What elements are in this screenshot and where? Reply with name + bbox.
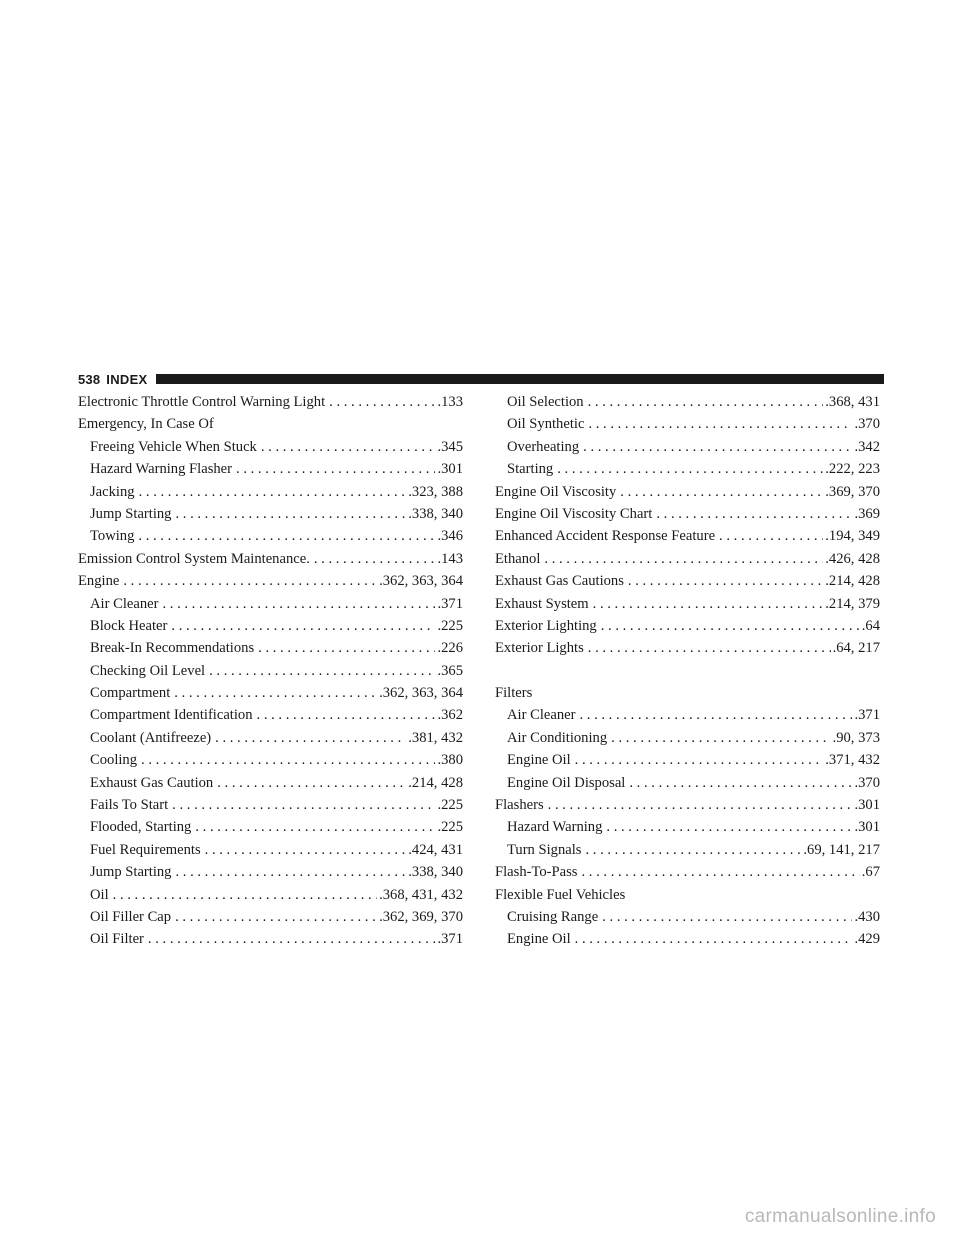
index-subentry: [495, 839, 880, 861]
index-term: Engine Oil: [507, 752, 571, 769]
index-term: Exhaust System: [495, 595, 589, 612]
dot-leader: [119, 570, 377, 592]
index-term: Oil Filter: [90, 931, 144, 948]
dot-leader: [571, 928, 853, 950]
index-subentry: [495, 749, 880, 771]
index-entry: [495, 548, 880, 570]
index-term: Oil: [90, 886, 109, 903]
page-header: [78, 371, 884, 387]
index-page-refs: .194, 349: [825, 528, 880, 545]
index-term: Cruising Range: [507, 908, 599, 925]
index-entry: [495, 615, 880, 637]
index-term: Air Cleaner: [507, 707, 576, 724]
index-term: Fuel Requirements: [90, 841, 201, 858]
index-subentry: [495, 906, 880, 928]
dot-leader: [135, 481, 407, 503]
dot-leader: [144, 928, 436, 950]
index-entry: [495, 503, 880, 525]
index-term: Emission Control System Maintenance.: [78, 550, 310, 567]
dot-leader: [232, 458, 435, 480]
index-page-refs: .225: [437, 819, 463, 836]
index-term: Air Cleaner: [90, 595, 159, 612]
index-term: Towing: [90, 528, 135, 545]
dot-leader: [575, 704, 852, 726]
dot-leader: [584, 637, 831, 659]
index-subentry: [495, 436, 880, 458]
index-term: Exhaust Gas Caution: [90, 774, 214, 791]
dot-leader: [137, 749, 435, 771]
index-page-refs: .362, 363, 364: [379, 685, 463, 702]
index-subentry: [78, 884, 463, 906]
index-term: Hazard Warning Flasher: [90, 461, 233, 478]
index-page-refs: .342: [854, 438, 880, 455]
index-term: Compartment: [90, 685, 171, 702]
index-term: Flash-To-Pass: [495, 864, 578, 881]
index-page-refs: .214, 428: [408, 774, 463, 791]
index-page-refs: .90, 373: [832, 729, 880, 746]
index-term: Engine: [78, 573, 120, 590]
index-term: Cooling: [90, 752, 138, 769]
index-entry: [495, 884, 880, 906]
index-subentry: [78, 906, 463, 928]
index-page-refs: .226: [437, 640, 463, 657]
index-term: Hazard Warning: [507, 819, 603, 836]
dot-leader: [158, 593, 435, 615]
dot-leader: [211, 727, 406, 749]
index-spacer: [495, 660, 880, 682]
index-term: Emergency, In Case Of: [78, 416, 214, 433]
index-page-refs: .214, 379: [825, 595, 880, 612]
dot-leader: [597, 615, 860, 637]
index-page-refs: .429: [854, 931, 880, 948]
index-page-refs: .133: [437, 394, 463, 410]
dot-leader: [109, 884, 377, 906]
index-subentry: [495, 458, 880, 480]
index-term: Engine Oil Viscosity Chart: [495, 505, 653, 522]
index-page-refs: .301: [854, 797, 880, 814]
index-term: Enhanced Accident Response Feature: [495, 528, 716, 545]
dot-leader: [553, 458, 823, 480]
index-term: Electronic Throttle Control Warning Light: [78, 394, 326, 410]
index-term: Exterior Lights: [495, 640, 584, 657]
index-subentry: [78, 704, 463, 726]
index-entry: [495, 861, 880, 883]
index-term: Jump Starting: [90, 505, 172, 522]
index-page-refs: .426, 428: [825, 550, 880, 567]
index-subentry: [78, 615, 463, 637]
index-entry: [78, 570, 463, 592]
index-entry: [495, 525, 880, 547]
index-page-refs: .323, 388: [408, 483, 463, 500]
index-entry: [495, 682, 880, 704]
index-page-refs: .430: [854, 908, 880, 925]
index-entry: [78, 413, 463, 435]
index-term: Jacking: [90, 483, 135, 500]
index-term: Fails To Start: [90, 797, 169, 814]
index-page-refs: .338, 340: [408, 505, 463, 522]
dot-leader: [578, 861, 860, 883]
index-page-refs: .380: [437, 752, 463, 769]
index-term: Exhaust Gas Cautions: [495, 573, 624, 590]
dot-leader: [584, 413, 852, 435]
dot-leader: [581, 839, 801, 861]
dot-leader: [254, 637, 435, 659]
dot-leader: [598, 906, 852, 928]
index-subentry: [495, 727, 880, 749]
index-subentry: [495, 391, 880, 413]
index-subentry: [78, 637, 463, 659]
dot-leader: [201, 839, 407, 861]
index-term: Oil Filler Cap: [90, 908, 172, 925]
dot-leader: [544, 794, 853, 816]
index-entry: [495, 481, 880, 503]
index-term: Freeing Vehicle When Stuck: [90, 438, 257, 455]
dot-leader: [325, 391, 435, 413]
index-term: Flooded, Starting: [90, 819, 192, 836]
index-page-refs: .64: [861, 617, 880, 634]
index-page-refs: .338, 340: [408, 864, 463, 881]
index-subentry: [495, 928, 880, 950]
index-term: Starting: [507, 461, 554, 478]
index-term: Flashers: [495, 797, 544, 814]
index-term: Jump Starting: [90, 864, 172, 881]
dot-leader: [213, 772, 406, 794]
dot-leader: [571, 749, 824, 771]
index-page-refs: .369: [854, 505, 880, 522]
index-subentry: [78, 816, 463, 838]
index-term: Oil Synthetic: [507, 416, 585, 433]
watermark: carmanualsonline.info: [744, 1206, 936, 1227]
dot-leader: [607, 727, 830, 749]
index-term: Block Heater: [90, 617, 168, 634]
dot-leader: [134, 525, 435, 547]
index-term: Engine Oil: [507, 931, 571, 948]
index-page-refs: .369, 370: [825, 483, 880, 500]
dot-leader: [257, 436, 436, 458]
dot-leader: [589, 593, 824, 615]
header-rule: [156, 374, 884, 384]
index-term: Engine Oil Disposal: [507, 774, 626, 791]
index-entry: [495, 637, 880, 659]
index-term: Ethanol: [495, 550, 541, 567]
index-page-refs: .214, 428: [825, 573, 880, 590]
index-term: Turn Signals: [507, 841, 582, 858]
index-page-refs: .301: [437, 461, 463, 478]
index-subentry: [78, 772, 463, 794]
index-subentry: [78, 481, 463, 503]
dot-leader: [624, 570, 823, 592]
index-page-refs: .362, 363, 364: [379, 573, 463, 590]
dot-leader: [602, 816, 852, 838]
index-term: Flexible Fuel Vehicles: [495, 886, 626, 903]
index-page-refs: .225: [437, 797, 463, 814]
index-page-refs: .362, 369, 370: [379, 908, 463, 925]
dot-leader: [579, 436, 852, 458]
index-page-refs: .67: [861, 864, 880, 881]
index-subentry: [78, 436, 463, 458]
index-column-left: [78, 391, 463, 951]
index-subentry: [78, 928, 463, 950]
index-entry: [495, 794, 880, 816]
index-subentry: [78, 861, 463, 883]
index-page-refs: .64, 217: [832, 640, 880, 657]
index-page-refs: .371: [437, 595, 463, 612]
index-term: Overheating: [507, 438, 580, 455]
dot-leader: [652, 503, 852, 525]
index-subentry: [78, 839, 463, 861]
index-page-refs: .143: [437, 550, 463, 567]
index-page-refs: .371: [437, 931, 463, 948]
section-title: INDEX: [106, 371, 148, 387]
index-subentry: [78, 503, 463, 525]
index-subentry: [78, 458, 463, 480]
index-page-refs: .346: [437, 528, 463, 545]
index-page-refs: .371: [854, 707, 880, 724]
index-subentry: [495, 772, 880, 794]
index-subentry: [78, 660, 463, 682]
dot-leader: [540, 548, 823, 570]
index-subentry: [78, 794, 463, 816]
index-page-refs: .424, 431: [408, 841, 463, 858]
index-term: Filters: [495, 685, 533, 702]
index-page-refs: .365: [437, 662, 463, 679]
dot-leader: [171, 906, 377, 928]
index-page-refs: .368, 431: [825, 394, 880, 410]
dot-leader: [616, 481, 823, 503]
index-term: Coolant (Antifreeze): [90, 729, 212, 746]
index-entry: [78, 548, 463, 570]
index-page-refs: .362: [437, 707, 463, 724]
index-page-refs: .371, 432: [825, 752, 880, 769]
index-subentry: [78, 525, 463, 547]
index-subentry: [78, 593, 463, 615]
index-page-refs: .225: [437, 617, 463, 634]
dot-leader: [171, 503, 406, 525]
index-page-refs: .370: [854, 774, 880, 791]
index-page-refs: .222, 223: [825, 461, 880, 478]
index-page-refs: .381, 432: [408, 729, 463, 746]
dot-leader: [167, 615, 435, 637]
index-entry: [495, 570, 880, 592]
dot-leader: [625, 772, 852, 794]
dot-leader: [191, 816, 435, 838]
index-subentry: [495, 816, 880, 838]
index-term: Exterior Lighting: [495, 617, 597, 634]
dot-leader: [584, 391, 824, 413]
index-entry: [78, 391, 463, 413]
page-number: 538: [78, 371, 101, 387]
index-term: Break-In Recommendations: [90, 640, 255, 657]
index-subentry: [495, 704, 880, 726]
dot-leader: [205, 660, 435, 682]
dot-leader: [310, 548, 436, 570]
index-term: Checking Oil Level: [90, 662, 206, 679]
dot-leader: [253, 704, 436, 726]
index-term: Air Conditioning: [507, 729, 608, 746]
index-term: Engine Oil Viscosity: [495, 483, 617, 500]
dot-leader: [170, 682, 377, 704]
index-term: Oil Selection: [507, 394, 584, 410]
index-subentry: [78, 727, 463, 749]
index-page-refs: .368, 431, 432: [379, 886, 463, 903]
index-page-refs: .69, 141, 217: [803, 841, 880, 858]
dot-leader: [171, 861, 406, 883]
index-page-refs: .370: [854, 416, 880, 433]
index-subentry: [495, 413, 880, 435]
index-subentry: [78, 749, 463, 771]
dot-leader: [168, 794, 435, 816]
index-page-refs: .345: [437, 438, 463, 455]
index-term: Compartment Identification: [90, 707, 253, 724]
index-subentry: [78, 682, 463, 704]
index-page-refs: .301: [854, 819, 880, 836]
dot-leader: [715, 525, 823, 547]
index-entry: [495, 593, 880, 615]
index-column-right: [495, 391, 880, 951]
